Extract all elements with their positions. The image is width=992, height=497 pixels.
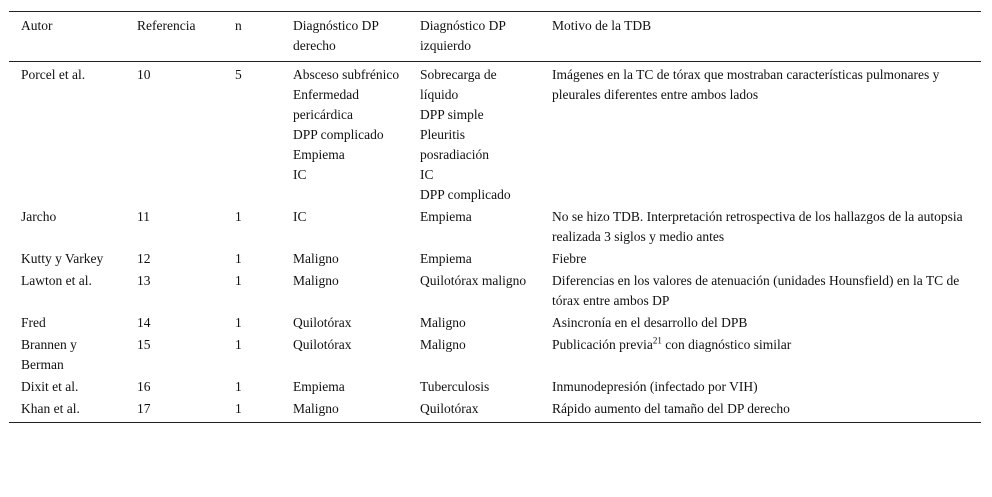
cell-motivo: Inmunodepresión (infectado por VIH) xyxy=(552,379,758,394)
cell-n: 1 xyxy=(235,315,242,330)
header-dp-derecho-line1: Diagnóstico DP xyxy=(293,18,379,33)
cell-derecho: Maligno xyxy=(293,401,339,416)
cell-izquierdo-item: Pleuritis posradiación xyxy=(420,127,489,162)
header-dp-derecho xyxy=(281,12,408,62)
table-row xyxy=(9,312,981,334)
cell-referencia: 14 xyxy=(137,315,151,330)
cell-derecho-item: DPP complicado xyxy=(293,127,384,142)
cell-motivo: Asincronía en el desarrollo del DPB xyxy=(552,315,748,330)
header-n: n xyxy=(235,18,242,33)
table-row xyxy=(9,248,981,270)
table-row xyxy=(9,334,981,376)
cell-motivo xyxy=(540,334,981,376)
cell-n: 1 xyxy=(235,273,242,288)
cell-autor: Brannen y Berman xyxy=(21,337,77,372)
cell-motivo: No se hizo TDB. Interpretación retrospectiva de los hallazgos de la autopsia realizada 3 siglos y medio antes xyxy=(552,209,963,244)
cell-izquierdo: Maligno xyxy=(420,315,466,330)
header-referencia: Referencia xyxy=(137,18,196,33)
cell-motivo: Rápido aumento del tamaño del DP derecho xyxy=(552,401,790,416)
cell-derecho: Quilotórax xyxy=(293,315,352,330)
cell-derecho-item: Empiema xyxy=(293,147,345,162)
cell-izquierdo: Empiema xyxy=(420,209,472,224)
cell-n: 5 xyxy=(235,67,242,82)
cell-derecho: Quilotórax xyxy=(293,337,352,352)
cell-referencia: 15 xyxy=(137,337,151,352)
cell-izquierdo-item: DPP complicado xyxy=(420,187,511,202)
motivo-text-tail: con diagnóstico similar xyxy=(661,337,792,352)
cell-derecho: IC xyxy=(293,209,307,224)
cell-motivo: Fiebre xyxy=(552,251,587,266)
header-row xyxy=(9,12,981,62)
table-row xyxy=(9,62,981,207)
cell-derecho-item: IC xyxy=(293,167,307,182)
cell-derecho: Maligno xyxy=(293,251,339,266)
cell-referencia: 17 xyxy=(137,401,151,416)
table-row xyxy=(9,206,981,248)
cell-derecho-item: Absceso subfrénico xyxy=(293,67,400,82)
cell-izquierdo: Quilotórax xyxy=(420,401,479,416)
cell-izquierdo-item: DPP simple xyxy=(420,107,484,122)
citation-superscript[interactable]: 21 xyxy=(652,335,662,346)
table-header xyxy=(9,12,981,62)
cell-izquierdo xyxy=(408,62,540,207)
cell-izquierdo: Empiema xyxy=(420,251,472,266)
bilateral-effusion-table xyxy=(9,11,981,423)
header-dp-izquierdo-line2: izquierdo xyxy=(420,38,471,53)
header-dp-izquierdo xyxy=(408,12,540,62)
motivo-text: Publicación previa xyxy=(552,337,653,352)
cell-motivo: Imágenes en la TC de tórax que mostraban características pulmonares y pleurales diferentes entre ambos lados xyxy=(552,67,940,102)
cell-n: 1 xyxy=(235,251,242,266)
header-motivo: Motivo de la TDB xyxy=(552,18,652,33)
cell-autor: Porcel et al. xyxy=(21,67,86,82)
bilateral-effusion-table-container xyxy=(9,11,981,423)
cell-autor: Lawton et al. xyxy=(21,273,92,288)
cell-referencia: 10 xyxy=(137,67,151,82)
cell-referencia: 13 xyxy=(137,273,151,288)
cell-izquierdo-item: Sobrecarga de líquido xyxy=(420,67,497,102)
table-row xyxy=(9,270,981,312)
cell-izquierdo: Maligno xyxy=(420,337,466,352)
cell-referencia: 16 xyxy=(137,379,151,394)
cell-derecho: Empiema xyxy=(293,379,345,394)
cell-n: 1 xyxy=(235,337,242,352)
header-dp-izquierdo-line1: Diagnóstico DP xyxy=(420,18,506,33)
header-autor: Autor xyxy=(21,18,53,33)
cell-autor: Khan et al. xyxy=(21,401,80,416)
cell-autor: Fred xyxy=(21,315,46,330)
cell-motivo: Diferencias en los valores de atenuación (unidades Hounsfield) en la TC de tórax entre ambos DP xyxy=(552,273,960,308)
cell-izquierdo: Quilotórax maligno xyxy=(420,273,527,288)
cell-autor: Jarcho xyxy=(21,209,57,224)
cell-derecho: Maligno xyxy=(293,273,339,288)
cell-referencia: 11 xyxy=(137,209,150,224)
cell-derecho xyxy=(281,62,408,207)
cell-izquierdo: Tuberculosis xyxy=(420,379,490,394)
cell-n: 1 xyxy=(235,401,242,416)
cell-autor: Kutty y Varkey xyxy=(21,251,104,266)
table-row xyxy=(9,376,981,398)
cell-n: 1 xyxy=(235,379,242,394)
header-dp-derecho-line2: derecho xyxy=(293,38,336,53)
cell-referencia: 12 xyxy=(137,251,151,266)
cell-n: 1 xyxy=(235,209,242,224)
table-row xyxy=(9,398,981,423)
cell-derecho-item: Enfermedad pericárdica xyxy=(293,87,359,122)
table-body xyxy=(9,62,981,423)
cell-autor: Dixit et al. xyxy=(21,379,79,394)
cell-izquierdo-item: IC xyxy=(420,167,434,182)
